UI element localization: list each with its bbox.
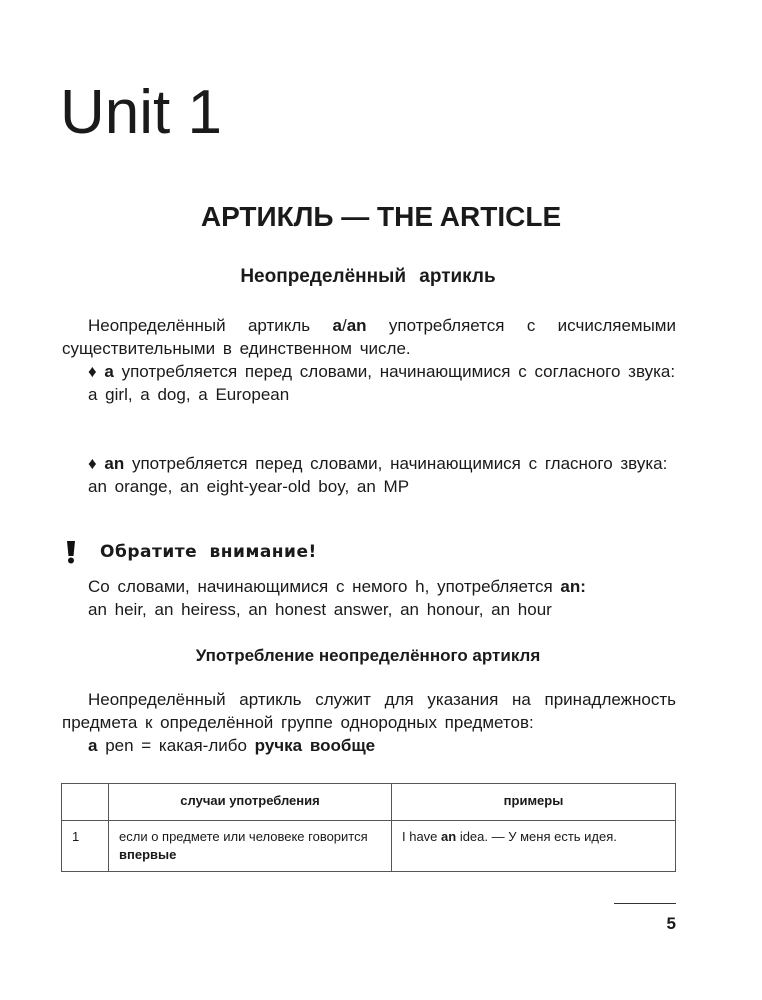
usage-example-mid: pen = какая-либо [97, 736, 255, 755]
usage-example [62, 734, 676, 757]
intro-slash: / [341, 316, 347, 335]
rule-a-examples: a girl, a dog, a European [88, 385, 290, 404]
attention-text [62, 575, 676, 598]
rule-an-word: an [104, 454, 125, 473]
table-row [62, 821, 676, 872]
rule-an-paragraph [62, 452, 676, 475]
example-post: idea. — У меня есть идея. [456, 829, 617, 844]
diamond-bullet-icon: ♦ [88, 362, 105, 381]
attention-block [62, 575, 676, 621]
footer-rule [614, 903, 676, 904]
table-header-examples: примеры [392, 784, 676, 821]
usage-example-bold: ручка вообще [254, 736, 376, 755]
case-bold: впервые [119, 847, 177, 862]
table-header-num [62, 784, 109, 821]
usage-example-article: a [88, 736, 98, 755]
intro-article-a: a [332, 316, 342, 335]
example-bold: an [441, 829, 457, 844]
page-number: 5 [666, 914, 676, 933]
table-header-row [62, 784, 676, 821]
rule-an-examples: an orange, an eight-year-old boy, an MP [88, 477, 410, 496]
table-cell-example [392, 821, 676, 872]
case-text: если о предмете или человеке говорится [119, 829, 368, 844]
attention-examples: an heir, an heiress, an honest answer, an honour, an hour [88, 600, 552, 619]
usage-text: Неопределённый артикль служит для указания на принадлежность предмета к определённой группе однородных предметов: [62, 690, 676, 732]
usage-title: Употребление неопределённого артикля [195, 646, 541, 665]
rule-an-block [62, 452, 676, 498]
example-pre: I have [402, 829, 442, 844]
attention-title: Обратите внимание! [100, 542, 317, 562]
diamond-bullet-icon: ♦ [88, 454, 105, 473]
intro-block [62, 314, 676, 406]
attention-word: an: [560, 577, 586, 596]
table-header-cases: случаи употребления [109, 784, 392, 821]
section-title: Неопределённый артикль [240, 266, 496, 287]
table-cell-case [109, 821, 392, 872]
rule-a-paragraph [62, 360, 676, 383]
intro-text-pre: Неопределённый артикль [88, 316, 333, 335]
unit-title: Unit 1 [60, 78, 222, 147]
exclamation-icon [62, 540, 80, 564]
intro-text-post: употребляется с исчисляемыми существительными в единственном числе. [62, 316, 676, 358]
intro-paragraph [62, 314, 676, 360]
intro-article-an: an [346, 316, 367, 335]
rule-an-text: употребляется перед словами, начинающимися с гласного звука: [124, 454, 668, 473]
attention-text-pre: Со словами, начинающимися с немого h, употребляется [88, 577, 561, 596]
usage-table [61, 783, 676, 872]
rule-a-text: употребляется перед словами, начинающимися с согласного звука: [113, 362, 676, 381]
chapter-title: АРТИКЛЬ — THE ARTICLE [200, 201, 562, 232]
usage-block [62, 688, 676, 757]
table-cell-num: 1 [62, 821, 109, 872]
rule-a-word: a [104, 362, 114, 381]
